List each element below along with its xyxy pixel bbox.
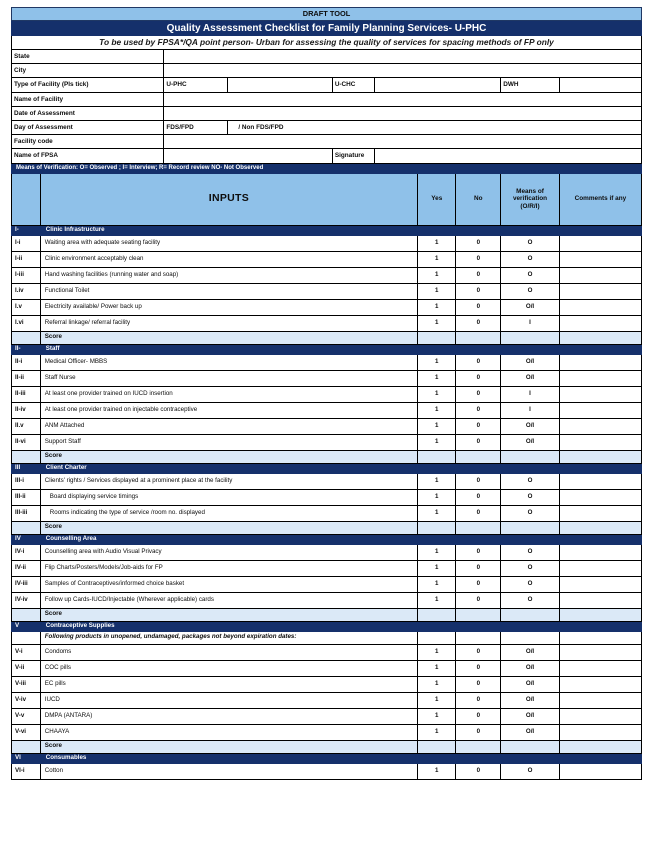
item-yes-value[interactable]: 1 (418, 676, 456, 692)
table-row (12, 660, 642, 676)
section-note-row (12, 631, 642, 644)
score-blank (12, 331, 41, 344)
table-row (12, 267, 642, 283)
table-row (12, 489, 642, 505)
item-description: Medical Officer- MBBS (40, 354, 417, 370)
col-header-num (12, 173, 41, 225)
item-verification-value[interactable]: O/I (501, 692, 560, 708)
item-verification-value[interactable]: O/I (501, 724, 560, 740)
item-yes-value[interactable]: 1 (418, 489, 456, 505)
table-row (12, 283, 642, 299)
score-comments[interactable] (559, 450, 641, 463)
score-comments[interactable] (559, 740, 641, 753)
table-row (12, 315, 642, 331)
item-verification-value[interactable]: O/I (501, 676, 560, 692)
item-number: I-i (12, 235, 41, 251)
item-verification-value[interactable]: O (501, 505, 560, 521)
item-comments-value[interactable] (559, 473, 641, 489)
title-row (12, 21, 642, 36)
section-note-text: Following products in unopened, undamaged, packages not beyond expiration dates: (40, 631, 417, 644)
item-no-value[interactable]: 0 (456, 544, 501, 560)
info-row-value[interactable] (164, 64, 642, 78)
table-row (12, 251, 642, 267)
item-description: Clinic environment acceptably clean (40, 251, 417, 267)
score-verification[interactable] (501, 521, 560, 534)
item-no-value[interactable]: 0 (456, 708, 501, 724)
item-yes-value[interactable]: 1 (418, 644, 456, 660)
item-verification-value[interactable]: O (501, 283, 560, 299)
item-description: Referral linkage/ referral facility (40, 315, 417, 331)
item-yes-value[interactable]: 1 (418, 283, 456, 299)
item-description: COC pills (40, 660, 417, 676)
col-header-verification-l1: Means of (516, 188, 544, 196)
item-yes-value[interactable]: 1 (418, 763, 456, 779)
section-number: I- (12, 225, 41, 235)
table-row (12, 560, 642, 576)
document-subtitle: To be used by FPSA*/QA point person- Urban for assessing the quality of services for spacing methods of FP only (12, 36, 642, 50)
item-description: Support Staff (40, 434, 417, 450)
item-number: V-i (12, 644, 41, 660)
means-of-verification-row (12, 163, 642, 173)
item-verification-value[interactable]: O (501, 473, 560, 489)
item-yes-value[interactable]: 1 (418, 299, 456, 315)
item-comments-value[interactable] (559, 489, 641, 505)
item-number: II-i (12, 354, 41, 370)
item-no-value[interactable]: 0 (456, 434, 501, 450)
info-row-label: Date of Assessment (12, 106, 164, 120)
item-yes-value[interactable]: 1 (418, 724, 456, 740)
score-blank (12, 521, 41, 534)
section-row (12, 463, 642, 473)
item-no-value[interactable]: 0 (456, 592, 501, 608)
signature-label: Signature (332, 149, 375, 163)
item-no-value[interactable]: 0 (456, 660, 501, 676)
item-number: I-ii (12, 251, 41, 267)
item-comments-value[interactable] (559, 354, 641, 370)
item-comments-value[interactable] (559, 644, 641, 660)
section-note-yes (418, 631, 456, 644)
score-verification[interactable] (501, 331, 560, 344)
score-blank (12, 608, 41, 621)
item-yes-value[interactable]: 1 (418, 692, 456, 708)
info-row-label: Name of Facility (12, 92, 164, 106)
item-yes-value[interactable]: 1 (418, 708, 456, 724)
score-no[interactable] (456, 740, 501, 753)
section-name: Contraceptive Supplies (40, 621, 641, 631)
item-no-value[interactable]: 0 (456, 576, 501, 592)
draft-tool-banner: DRAFT TOOL (12, 8, 642, 21)
item-number: V-v (12, 708, 41, 724)
day-of-assessment-value[interactable]: / Non FDS/FPD (228, 120, 642, 134)
item-number: III-i (12, 473, 41, 489)
item-verification-value[interactable]: I (501, 402, 560, 418)
item-comments-value[interactable] (559, 299, 641, 315)
info-row (12, 106, 642, 120)
item-verification-value[interactable]: O/I (501, 354, 560, 370)
item-yes-value[interactable]: 1 (418, 576, 456, 592)
info-row (12, 135, 642, 149)
table-row (12, 299, 642, 315)
item-yes-value[interactable]: 1 (418, 473, 456, 489)
section-row (12, 753, 642, 763)
section-name: Clinic Infrastructure (40, 225, 641, 235)
item-number: II.v (12, 418, 41, 434)
table-row (12, 354, 642, 370)
item-number: IV-iii (12, 576, 41, 592)
item-no-value[interactable]: 0 (456, 283, 501, 299)
item-no-value[interactable]: 0 (456, 560, 501, 576)
info-row (12, 92, 642, 106)
item-number: V-iv (12, 692, 41, 708)
score-row (12, 331, 642, 344)
item-description: At least one provider trained on injectable contraceptive (40, 402, 417, 418)
item-comments-value[interactable] (559, 251, 641, 267)
item-comments-value[interactable] (559, 660, 641, 676)
item-no-value[interactable]: 0 (456, 505, 501, 521)
facility-type-uphc-label: U-PHC (164, 78, 228, 92)
column-header-row (12, 173, 642, 225)
item-verification-value[interactable]: O/I (501, 418, 560, 434)
score-yes[interactable] (418, 331, 456, 344)
section-number: IV (12, 534, 41, 544)
table-row (12, 724, 642, 740)
score-label: Score (40, 450, 417, 463)
table-row (12, 505, 642, 521)
item-description: Staff Nurse (40, 370, 417, 386)
table-row (12, 370, 642, 386)
item-comments-value[interactable] (559, 235, 641, 251)
score-no[interactable] (456, 331, 501, 344)
item-no-value[interactable]: 0 (456, 370, 501, 386)
item-no-value[interactable]: 0 (456, 724, 501, 740)
item-comments-value[interactable] (559, 576, 641, 592)
item-yes-value[interactable]: 1 (418, 402, 456, 418)
score-label: Score (40, 608, 417, 621)
item-description: Flip Charts/Posters/Models/Job-aids for FP (40, 560, 417, 576)
item-comments-value[interactable] (559, 763, 641, 779)
item-comments-value[interactable] (559, 386, 641, 402)
item-comments-value[interactable] (559, 267, 641, 283)
item-yes-value[interactable]: 1 (418, 386, 456, 402)
item-verification-value[interactable]: O (501, 544, 560, 560)
item-comments-value[interactable] (559, 676, 641, 692)
item-description: Board displaying service timings (40, 489, 417, 505)
item-yes-value[interactable]: 1 (418, 434, 456, 450)
info-row-value[interactable] (164, 106, 642, 120)
table-row (12, 592, 642, 608)
item-description: Counselling area with Audio Visual Privacy (40, 544, 417, 560)
item-description: EC pills (40, 676, 417, 692)
info-row-value[interactable] (164, 135, 642, 149)
table-row (12, 544, 642, 560)
table-row (12, 763, 642, 779)
document-title: Quality Assessment Checklist for Family Planning Services- U-PHC (12, 21, 642, 36)
item-description: DMPA (ANTARA) (40, 708, 417, 724)
item-description: IUCD (40, 692, 417, 708)
item-number: II-ii (12, 370, 41, 386)
col-header-yes: Yes (418, 173, 456, 225)
facility-type-uchc-tick[interactable] (375, 78, 501, 92)
item-number: II-iii (12, 386, 41, 402)
item-description: Rooms indicating the type of service /room no. displayed (40, 505, 417, 521)
item-comments-value[interactable] (559, 560, 641, 576)
score-label: Score (40, 521, 417, 534)
item-no-value[interactable]: 0 (456, 402, 501, 418)
item-verification-value[interactable]: O (501, 560, 560, 576)
section-row (12, 225, 642, 235)
item-yes-value[interactable]: 1 (418, 660, 456, 676)
item-yes-value[interactable]: 1 (418, 267, 456, 283)
score-comments[interactable] (559, 331, 641, 344)
item-comments-value[interactable] (559, 370, 641, 386)
item-number: II-vi (12, 434, 41, 450)
score-yes[interactable] (418, 740, 456, 753)
info-row-label: Day of Assessment (12, 120, 164, 134)
score-comments[interactable] (559, 521, 641, 534)
item-comments-value[interactable] (559, 434, 641, 450)
item-verification-value[interactable]: O/I (501, 660, 560, 676)
score-label: Score (40, 740, 417, 753)
item-comments-value[interactable] (559, 402, 641, 418)
table-row (12, 418, 642, 434)
info-row-label: Type of Facility (Pls tick) (12, 78, 164, 92)
info-row (12, 64, 642, 78)
item-verification-value[interactable]: O (501, 489, 560, 505)
section-note-verification (501, 631, 560, 644)
item-no-value[interactable]: 0 (456, 489, 501, 505)
item-description: ANM Attached (40, 418, 417, 434)
item-number: VI-i (12, 763, 41, 779)
col-header-inputs: INPUTS (40, 173, 417, 225)
score-verification[interactable] (501, 450, 560, 463)
item-yes-value[interactable]: 1 (418, 370, 456, 386)
score-yes[interactable] (418, 450, 456, 463)
info-row (12, 149, 642, 163)
item-no-value[interactable]: 0 (456, 473, 501, 489)
col-header-verification-l3: (O/R/I) (520, 202, 540, 210)
section-number: III (12, 463, 41, 473)
score-verification[interactable] (501, 740, 560, 753)
table-row (12, 402, 642, 418)
item-verification-value[interactable]: O (501, 763, 560, 779)
item-description: Clients' rights / Services displayed at a prominent place at the facility (40, 473, 417, 489)
item-verification-value[interactable]: O (501, 576, 560, 592)
section-note-comments (559, 631, 641, 644)
item-comments-value[interactable] (559, 283, 641, 299)
item-verification-value[interactable]: O/I (501, 370, 560, 386)
section-name: Staff (40, 344, 641, 354)
col-header-no: No (456, 173, 501, 225)
item-description: Hand washing facilities (running water and soap) (40, 267, 417, 283)
checklist-table (11, 7, 642, 780)
item-no-value[interactable]: 0 (456, 299, 501, 315)
score-row (12, 450, 642, 463)
item-description: Condoms (40, 644, 417, 660)
means-of-verification-note: Means of Verification: O= Observed ; I= Interview; R= Record review NO- Not Observed (12, 163, 642, 173)
item-verification-value[interactable]: O/I (501, 644, 560, 660)
item-verification-value[interactable]: O (501, 267, 560, 283)
item-yes-value[interactable]: 1 (418, 592, 456, 608)
item-no-value[interactable]: 0 (456, 267, 501, 283)
section-row (12, 344, 642, 354)
facility-type-uchc-label: U-CHC (332, 78, 375, 92)
item-description: Electricity available/ Power back up (40, 299, 417, 315)
item-description: Samples of Contraceptives/informed choice basket (40, 576, 417, 592)
score-blank (12, 740, 41, 753)
item-description: Waiting area with adequate seating facility (40, 235, 417, 251)
item-no-value[interactable]: 0 (456, 418, 501, 434)
item-verification-value[interactable]: O (501, 592, 560, 608)
item-yes-value[interactable]: 1 (418, 418, 456, 434)
item-comments-value[interactable] (559, 692, 641, 708)
item-description: Functional Toilet (40, 283, 417, 299)
item-no-value[interactable]: 0 (456, 676, 501, 692)
item-no-value[interactable]: 0 (456, 235, 501, 251)
info-row (12, 120, 642, 134)
item-no-value[interactable]: 0 (456, 644, 501, 660)
col-header-comments: Comments if any (559, 173, 641, 225)
table-row (12, 576, 642, 592)
table-row (12, 676, 642, 692)
section-row (12, 534, 642, 544)
col-header-verification (501, 173, 560, 225)
score-yes[interactable] (418, 521, 456, 534)
score-yes[interactable] (418, 608, 456, 621)
item-verification-value[interactable]: O (501, 235, 560, 251)
draft-banner-row (12, 8, 642, 21)
item-number: IV-i (12, 544, 41, 560)
item-no-value[interactable]: 0 (456, 315, 501, 331)
item-verification-value[interactable]: I (501, 386, 560, 402)
facility-type-uphc-tick[interactable] (228, 78, 332, 92)
item-yes-value[interactable]: 1 (418, 560, 456, 576)
col-header-verification-l2: verification (512, 195, 548, 203)
item-comments-value[interactable] (559, 315, 641, 331)
item-comments-value[interactable] (559, 724, 641, 740)
item-verification-value[interactable]: O (501, 251, 560, 267)
section-note-blank (12, 631, 41, 644)
table-row (12, 235, 642, 251)
section-name: Consumables (40, 753, 641, 763)
item-comments-value[interactable] (559, 708, 641, 724)
table-row (12, 386, 642, 402)
score-label: Score (40, 331, 417, 344)
facility-type-dwh-label: DWH (501, 78, 560, 92)
item-yes-value[interactable]: 1 (418, 505, 456, 521)
item-verification-value[interactable]: O/I (501, 434, 560, 450)
item-number: III-iii (12, 505, 41, 521)
table-row (12, 473, 642, 489)
item-number: IV-ii (12, 560, 41, 576)
section-number: II- (12, 344, 41, 354)
item-number: I-iii (12, 267, 41, 283)
score-row (12, 740, 642, 753)
table-row (12, 434, 642, 450)
item-comments-value[interactable] (559, 418, 641, 434)
item-number: I.vi (12, 315, 41, 331)
item-number: V-ii (12, 660, 41, 676)
item-verification-value[interactable]: I (501, 315, 560, 331)
section-note-no (456, 631, 501, 644)
section-name: Counselling Area (40, 534, 641, 544)
item-verification-value[interactable]: O/I (501, 708, 560, 724)
item-yes-value[interactable]: 1 (418, 251, 456, 267)
item-yes-value[interactable]: 1 (418, 235, 456, 251)
day-fds-fpd-label: FDS/FPD (164, 120, 228, 134)
info-row-value[interactable] (164, 50, 642, 64)
item-description: Follow up Cards-IUCD/Injectable (Wherever applicable) cards (40, 592, 417, 608)
item-number: I.iv (12, 283, 41, 299)
item-no-value[interactable]: 0 (456, 692, 501, 708)
facility-type-dwh-tick[interactable] (559, 78, 641, 92)
info-row-label: Name of FPSA (12, 149, 164, 163)
info-row (12, 78, 642, 92)
info-row-label: City (12, 64, 164, 78)
table-row (12, 644, 642, 660)
item-comments-value[interactable] (559, 544, 641, 560)
score-row (12, 521, 642, 534)
item-yes-value[interactable]: 1 (418, 544, 456, 560)
score-verification[interactable] (501, 608, 560, 621)
item-number: V-vi (12, 724, 41, 740)
signature-value[interactable] (375, 149, 642, 163)
score-blank (12, 450, 41, 463)
item-no-value[interactable]: 0 (456, 354, 501, 370)
score-row (12, 608, 642, 621)
table-row (12, 708, 642, 724)
item-comments-value[interactable] (559, 592, 641, 608)
item-comments-value[interactable] (559, 505, 641, 521)
score-comments[interactable] (559, 608, 641, 621)
item-no-value[interactable]: 0 (456, 386, 501, 402)
item-verification-value[interactable]: O/I (501, 299, 560, 315)
item-number: V-iii (12, 676, 41, 692)
score-no[interactable] (456, 608, 501, 621)
section-number: VI (12, 753, 41, 763)
info-row (12, 50, 642, 64)
info-row-label: State (12, 50, 164, 64)
item-number: IV-iv (12, 592, 41, 608)
score-no[interactable] (456, 450, 501, 463)
table-row (12, 692, 642, 708)
item-number: III-ii (12, 489, 41, 505)
item-no-value[interactable]: 0 (456, 251, 501, 267)
section-name: Client Charter (40, 463, 641, 473)
item-yes-value[interactable]: 1 (418, 354, 456, 370)
item-no-value[interactable]: 0 (456, 763, 501, 779)
item-description: Cotton (40, 763, 417, 779)
item-description: At least one provider trained on IUCD insertion (40, 386, 417, 402)
name-of-fpsa-value[interactable] (164, 149, 332, 163)
item-yes-value[interactable]: 1 (418, 315, 456, 331)
item-number: I.v (12, 299, 41, 315)
section-number: V (12, 621, 41, 631)
info-row-value[interactable] (164, 92, 642, 106)
item-description: CHAAYA (40, 724, 417, 740)
section-row (12, 621, 642, 631)
score-no[interactable] (456, 521, 501, 534)
info-row-label: Facility code (12, 135, 164, 149)
subtitle-row (12, 36, 642, 50)
item-number: II-iv (12, 402, 41, 418)
